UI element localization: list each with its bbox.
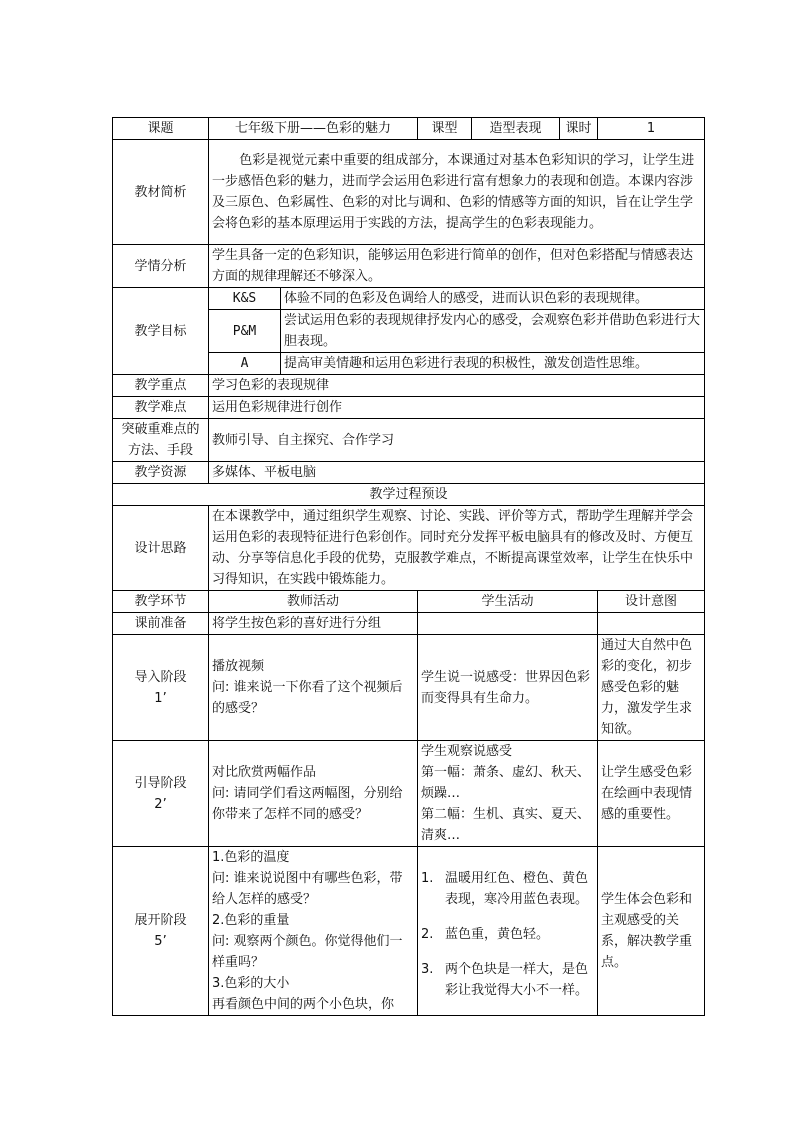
expand-student-cell [418, 847, 598, 1016]
title-label: 课题 [113, 118, 209, 140]
difficulty-text: 运用色彩规律进行创作 [209, 397, 705, 419]
goals-label: 教学目标 [113, 288, 209, 375]
prep-stage: 课前准备 [113, 613, 209, 635]
intro-stage-cell [113, 635, 209, 741]
difficulty-row [113, 397, 705, 419]
lesson-type: 造型表现 [472, 118, 560, 140]
resources-row [113, 462, 705, 484]
students-row [113, 245, 705, 288]
expand-row [113, 847, 705, 1016]
guide-intent: 让学生感受色彩在绘画中表现情感的重要性。 [598, 741, 705, 847]
list-item [421, 924, 594, 945]
item-number: 3. [421, 961, 434, 977]
expand-stage: 展开阶段 [134, 913, 187, 928]
hours-label: 课时 [560, 118, 598, 140]
guide-stage-cell [113, 741, 209, 847]
textbook-row [113, 140, 705, 245]
intro-teacher-line: 播放视频 [212, 659, 265, 674]
guide-teacher-line: 对比欣赏两幅作品 [212, 765, 317, 780]
guide-teacher-cell [209, 741, 418, 847]
guide-student-line: 学生观察说感受 [421, 744, 513, 759]
lesson-hours: 1 [598, 118, 705, 140]
guide-student-cell [418, 741, 598, 847]
item-text: 蓝色重，黄色轻。 [445, 926, 550, 942]
guide-student-line: 第一幅：萧条、虚幻、秋天、烦躁… [421, 765, 591, 801]
column-header-intent: 设计意图 [598, 591, 705, 613]
goal-code: A [209, 353, 281, 375]
list-item [421, 959, 594, 1001]
key-point-row [113, 375, 705, 397]
resources-text: 多媒体、平板电脑 [209, 462, 705, 484]
expand-time: 5’ [154, 934, 167, 949]
resources-label: 教学资源 [113, 462, 209, 484]
expand-teacher-line: 问: 谁来说说图中有哪些色彩，带给人怎样的感受？ [212, 871, 403, 907]
guide-time: 2’ [154, 796, 167, 812]
key-point-text: 学习色彩的表现规律 [209, 375, 705, 397]
prep-intent-empty [598, 613, 705, 635]
methods-text: 教师引导、自主探究、合作学习 [209, 419, 705, 462]
intro-stage: 导入阶段 [134, 669, 187, 685]
expand-teacher-line: 1.色彩的温度 [212, 850, 290, 865]
list-item [421, 868, 594, 910]
lesson-title: 七年级下册——色彩的魅力 [209, 118, 418, 140]
item-text: 两个色块是一样大，是色彩让我觉得大小不一样。 [445, 961, 589, 998]
guide-row [113, 741, 705, 847]
guide-student-line: 第二幅：生机、真实、夏天、清爽… [421, 807, 591, 843]
methods-label: 突破重难点的方法、手段 [113, 419, 209, 462]
prep-row [113, 613, 705, 635]
header-row [113, 118, 705, 140]
key-point-label: 教学重点 [113, 375, 209, 397]
guide-stage: 引导阶段 [134, 775, 187, 791]
methods-row [113, 419, 705, 462]
lesson-plan-table [112, 117, 705, 1016]
item-text: 温暖用红色、橙色、黄色表现，寒冷用蓝色表现。 [445, 870, 589, 907]
item-number: 2. [421, 926, 434, 942]
students-text: 学生具备一定的色彩知识，能够运用色彩进行简单的创作，但对色彩搭配与情感表达方面的规律理解还不够深入。 [209, 245, 705, 288]
column-header-stage: 教学环节 [113, 591, 209, 613]
intro-row [113, 635, 705, 741]
goal-text: 体验不同的色彩及色调给人的感受，进而认识色彩的表现规律。 [281, 288, 705, 310]
column-header-student: 学生活动 [418, 591, 598, 613]
intro-time: 1’ [154, 690, 167, 706]
design-row [113, 506, 705, 591]
textbook-label: 教材简析 [113, 140, 209, 245]
expand-teacher-line: 2.色彩的重量 [212, 913, 290, 928]
intro-intent: 通过大自然中色彩的变化，初步感受色彩的魅力，激发学生求知欲。 [598, 635, 705, 741]
prep-teacher: 将学生按色彩的喜好进行分组 [209, 613, 418, 635]
intro-teacher-cell [209, 635, 418, 741]
students-label: 学情分析 [113, 245, 209, 288]
type-label: 课型 [418, 118, 472, 140]
expand-intent: 学生体会色彩和主观感受的关系，解决教学重点。 [598, 847, 705, 1016]
expand-student-list [421, 868, 594, 1001]
section-title: 教学过程预设 [113, 484, 705, 506]
process-header-row [113, 591, 705, 613]
goal-code: P&M [209, 310, 281, 353]
goal-code: K&S [209, 288, 281, 310]
column-header-teacher: 教师活动 [209, 591, 418, 613]
expand-teacher-line: 再看颜色中间的两个小色块，你 [212, 997, 395, 1012]
goal-text: 尝试运用色彩的表现规律抒发内心的感受，会观察色彩并借助色彩进行大胆表现。 [281, 310, 705, 353]
design-text: 在本课教学中，通过组织学生观察、讨论、实践、评价等方式，帮助学生理解并学会运用色彩的表现特征进行色彩创作。同时充分发挥平板电脑具有的修改及时、方便互动、分享等信息化手段的优势，克服教学难点，不断提高课堂效率，让学生在快乐中习得知识，在实践中锻炼能力。 [209, 506, 705, 591]
intro-student: 学生说一说感受：世界因色彩而变得具有生命力。 [418, 635, 598, 741]
intro-teacher-line: 问: 谁来说一下你看了这个视频后的感受？ [212, 680, 403, 716]
expand-teacher-cell [209, 847, 418, 1016]
textbook-text: 色彩是视觉元素中重要的组成部分，本课通过对基本色彩知识的学习，让学生进一步感悟色彩的魅力，进而学会运用色彩进行富有想象力的表现和创造。本课内容涉及三原色、色彩属性、色彩的对比与调和、色彩的情感等方面的知识，旨在让学生学会将色彩的基本原理运用于实践的方法，提高学生的色彩表现能力。 [209, 140, 705, 245]
goal-text: 提高审美情趣和运用色彩进行表现的积极性，激发创造性思维。 [281, 353, 705, 375]
item-number: 1. [421, 870, 434, 886]
expand-stage-cell [113, 847, 209, 1016]
guide-teacher-line: 问: 请同学们看这两幅图，分别给你带来了怎样不同的感受？ [212, 786, 403, 822]
prep-student-empty [418, 613, 598, 635]
process-title-row [113, 484, 705, 506]
difficulty-label: 教学难点 [113, 397, 209, 419]
goal-row [113, 288, 705, 310]
expand-teacher-line: 3.色彩的大小 [212, 976, 290, 991]
design-label: 设计思路 [113, 506, 209, 591]
expand-teacher-line: 问: 观察两个颜色。你觉得他们一样重吗？ [212, 934, 403, 970]
